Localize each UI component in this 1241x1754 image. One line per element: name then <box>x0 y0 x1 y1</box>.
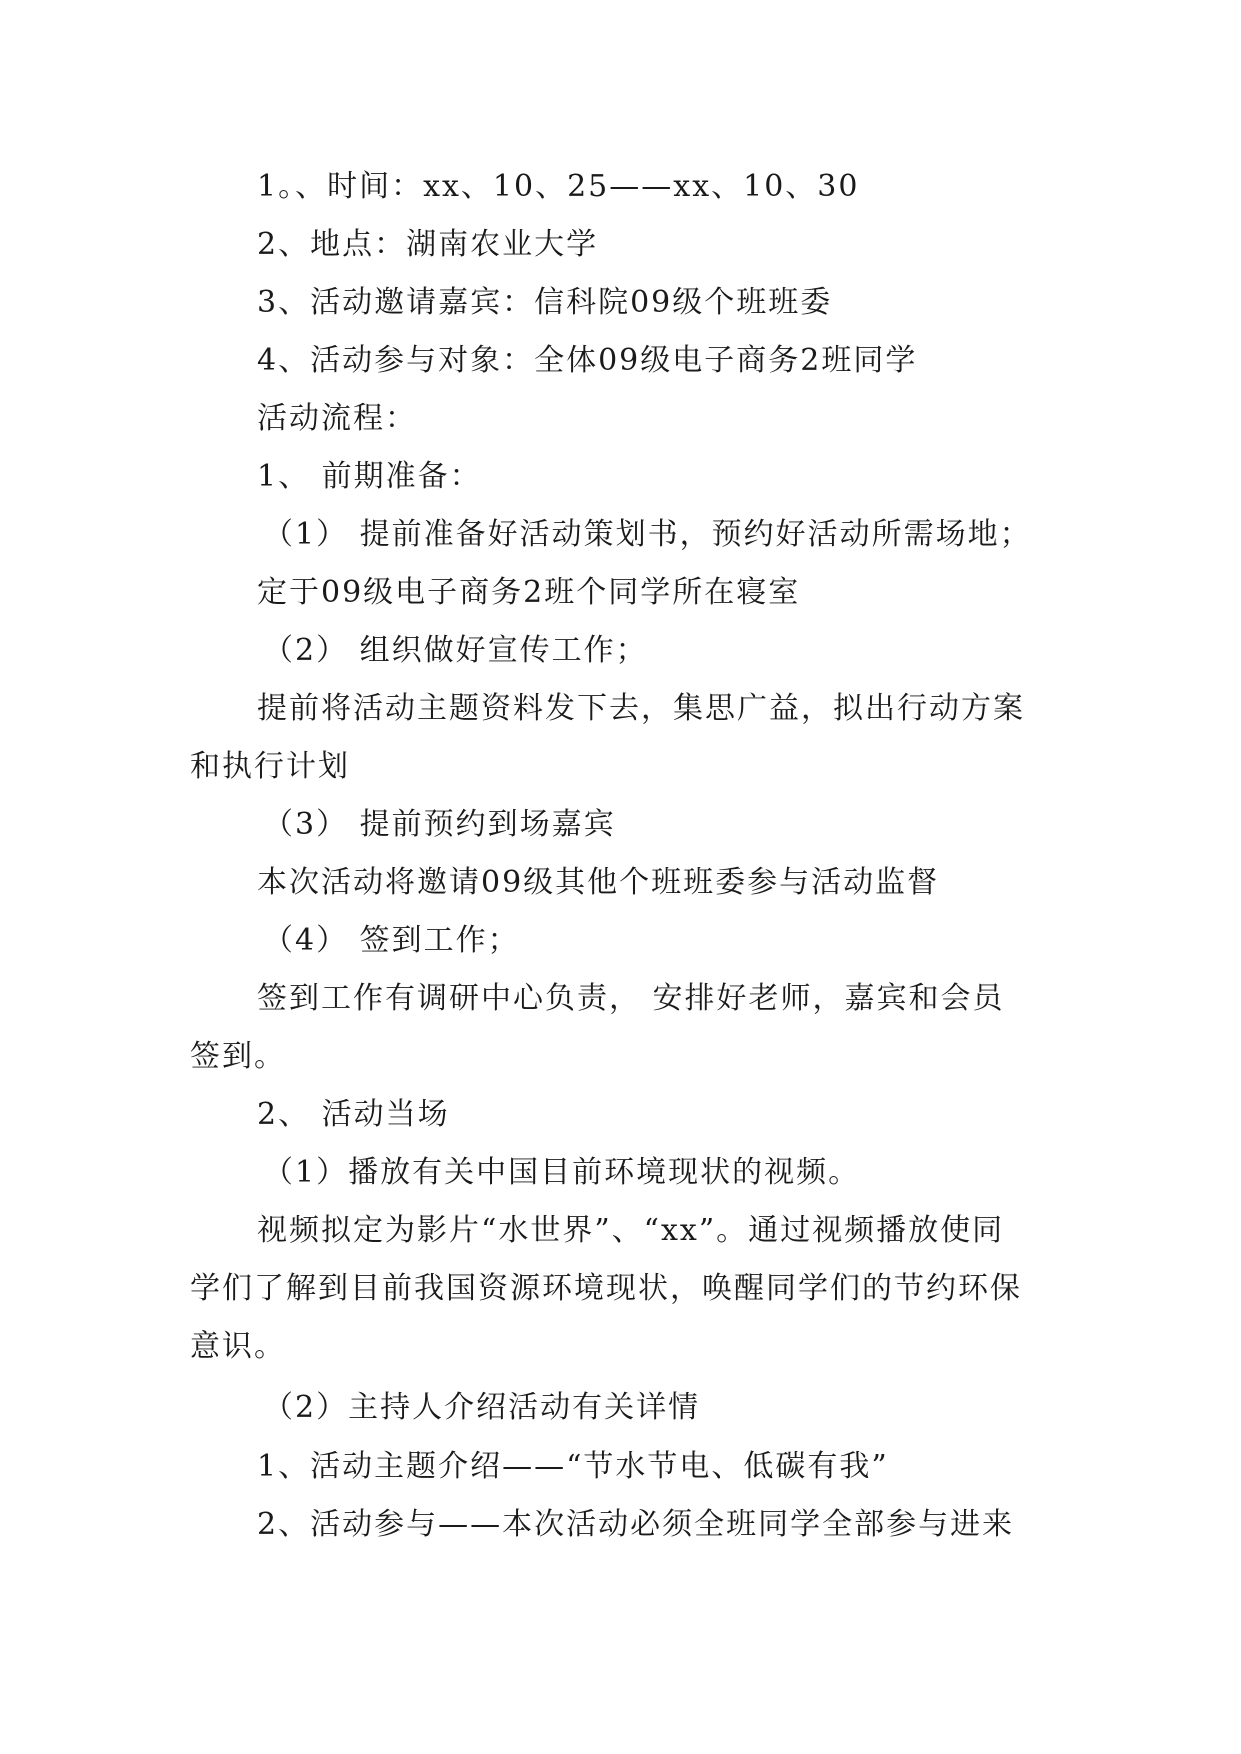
prep-item-2-detail: 提前将活动主题资料发下去，集思广益，拟出行动方案 <box>257 691 1025 726</box>
prep-item-4: （4） 签到工作； <box>263 923 520 958</box>
prep-item-3-detail: 本次活动将邀请09级其他个班班委参与活动监督 <box>257 865 940 900</box>
prep-item-4-detail: 签到工作有调研中心负责， 安排好老师，嘉宾和会员 <box>257 981 1005 1016</box>
prep-item-1-detail: 定于09级电子商务2班个同学所在寝室 <box>257 575 801 610</box>
onsite-item-2: （2）主持人介绍活动有关详情 <box>263 1390 701 1425</box>
item-participants: 4、活动参与对象：全体09级电子商务2班同学 <box>257 343 918 378</box>
onsite-item-1-detail-cont: 学们了解到目前我国资源环境现状，唤醒同学们的节约环保 <box>190 1271 1022 1306</box>
section-heading-process: 活动流程： <box>257 401 417 436</box>
theme-intro: 1、活动主题介绍——“节水节电、低碳有我” <box>257 1449 889 1484</box>
prep-item-2-detail-cont: 和执行计划 <box>190 749 350 784</box>
step-onsite-heading: 2、 活动当场 <box>257 1097 450 1132</box>
prep-item-3: （3） 提前预约到场嘉宾 <box>263 807 616 842</box>
prep-item-4-detail-cont: 签到。 <box>190 1039 286 1074</box>
step-preparation-heading: 1、 前期准备： <box>257 459 482 494</box>
prep-item-2: （2） 组织做好宣传工作； <box>263 633 648 668</box>
item-location: 2、地点：湖南农业大学 <box>257 227 599 262</box>
onsite-item-1-detail-end: 意识。 <box>190 1329 286 1364</box>
onsite-item-1: （1）播放有关中国目前环境现状的视频。 <box>263 1155 861 1190</box>
onsite-item-1-detail: 视频拟定为影片“水世界”、“xx”。通过视频播放使同 <box>257 1213 1005 1248</box>
item-guests: 3、活动邀请嘉宾：信科院09级个班班委 <box>257 285 833 320</box>
prep-item-1: （1） 提前准备好活动策划书，预约好活动所需场地； <box>263 517 1032 552</box>
item-time: 1。、时间：xx、10、25——xx、10、30 <box>257 169 860 204</box>
participation-note: 2、活动参与——本次活动必须全班同学全部参与进来 <box>257 1507 1015 1542</box>
